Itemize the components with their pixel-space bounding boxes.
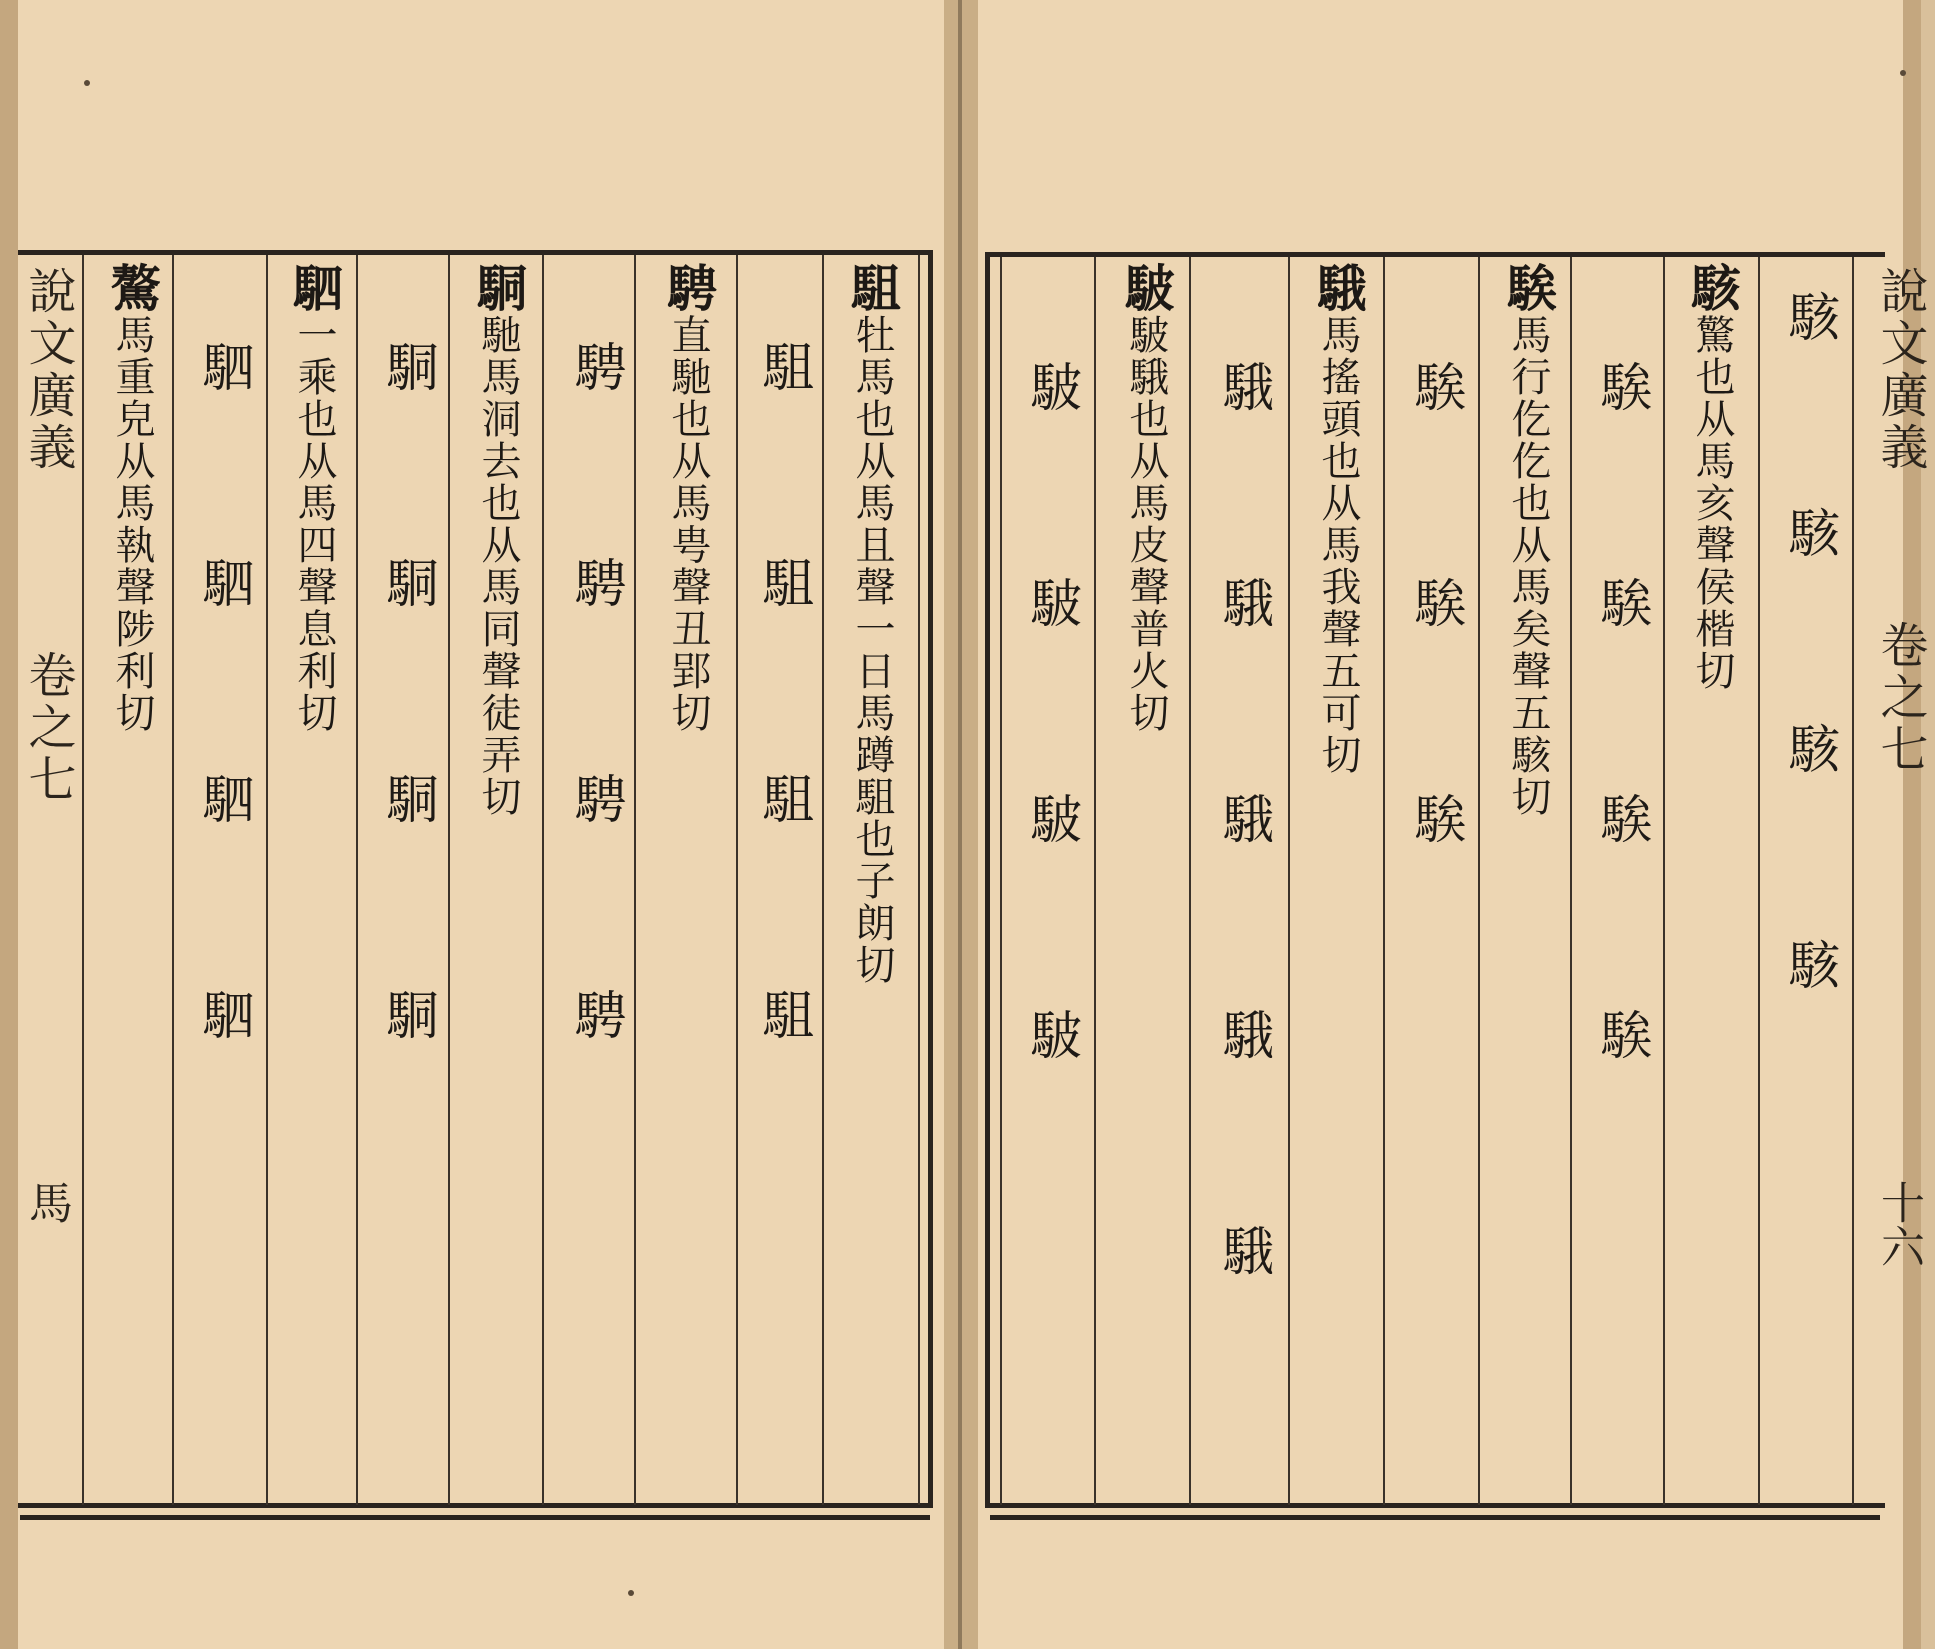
entry-dong: 駧馳馬洞去也从馬同聲徒弄切 [469,262,528,818]
entry-e: 騀馬搖頭也从馬我聲五可切 [1309,262,1368,776]
rule [736,255,738,1505]
seal-forms-hai: 騃 騃 騃 騃 [1591,360,1651,1112]
rule [1000,257,1002,1505]
rule [356,255,358,1505]
entry-zu: 駔牡馬也从馬且聲一日馬蹲駔也子朗切 [843,262,902,986]
seal-forms-si2: 騃 騃 騃 [1405,360,1465,896]
left-book-title: 說文廣義 [20,266,76,474]
rule [822,255,824,1505]
entry-zhi: 驁馬重皃从馬執聲陟利切 [103,262,162,734]
entry-cheng: 騁直馳也从馬甹聲丑郢切 [659,262,718,734]
right-book-title: 說文廣義 [1872,266,1928,474]
rule [1383,257,1385,1505]
rule [448,255,450,1505]
seal-forms-hai-prev: 駭 駭 駭 駭 [1779,290,1839,1042]
left-folio: 馬 [21,1180,72,1224]
rule [542,255,544,1505]
right-folio: 十六 [1873,1180,1924,1268]
rule [1758,257,1760,1505]
rule [172,255,174,1505]
rule [634,255,636,1505]
paper-speck [84,80,90,86]
right-edge [1903,0,1921,1649]
paper-speck [628,1590,634,1596]
seal-forms-cheng: 騁 騁 騁 騁 [565,340,625,1092]
rule [918,255,920,1505]
rule [1852,257,1854,1505]
right-baseline [990,1515,1880,1520]
rule [266,255,268,1505]
seal-forms-po: 駊 駊 駊 駊 [1021,360,1081,1112]
seal-forms-e: 騀 騀 騀 騀 騀 [1213,360,1273,1328]
left-edge [0,0,18,1649]
left-baseline [20,1515,930,1520]
rule [1288,257,1290,1505]
entry-si2: 騃馬行仡仡也从馬矣聲五駭切 [1499,262,1558,818]
rule [1189,257,1191,1505]
entry-hai: 駭驚也从馬亥聲侯楷切 [1683,262,1742,692]
fold-line [958,0,962,1649]
seal-forms-si: 駟 駟 駟 駟 [193,340,253,1092]
entry-si: 駟一乘也从馬四聲息利切 [285,262,344,734]
seal-forms-dong: 駧 駧 駧 駧 [377,340,437,1092]
rule [1663,257,1665,1505]
rule [1478,257,1480,1505]
seal-forms-zu: 駔 駔 駔 駔 [753,340,813,1092]
entry-po: 駊駊騀也从馬皮聲普火切 [1117,262,1176,734]
rule [1570,257,1572,1505]
right-volume-label: 卷之七 [1872,620,1928,776]
rule [1094,257,1096,1505]
paper-speck [1900,70,1906,76]
left-volume-label: 卷之七 [20,650,76,806]
